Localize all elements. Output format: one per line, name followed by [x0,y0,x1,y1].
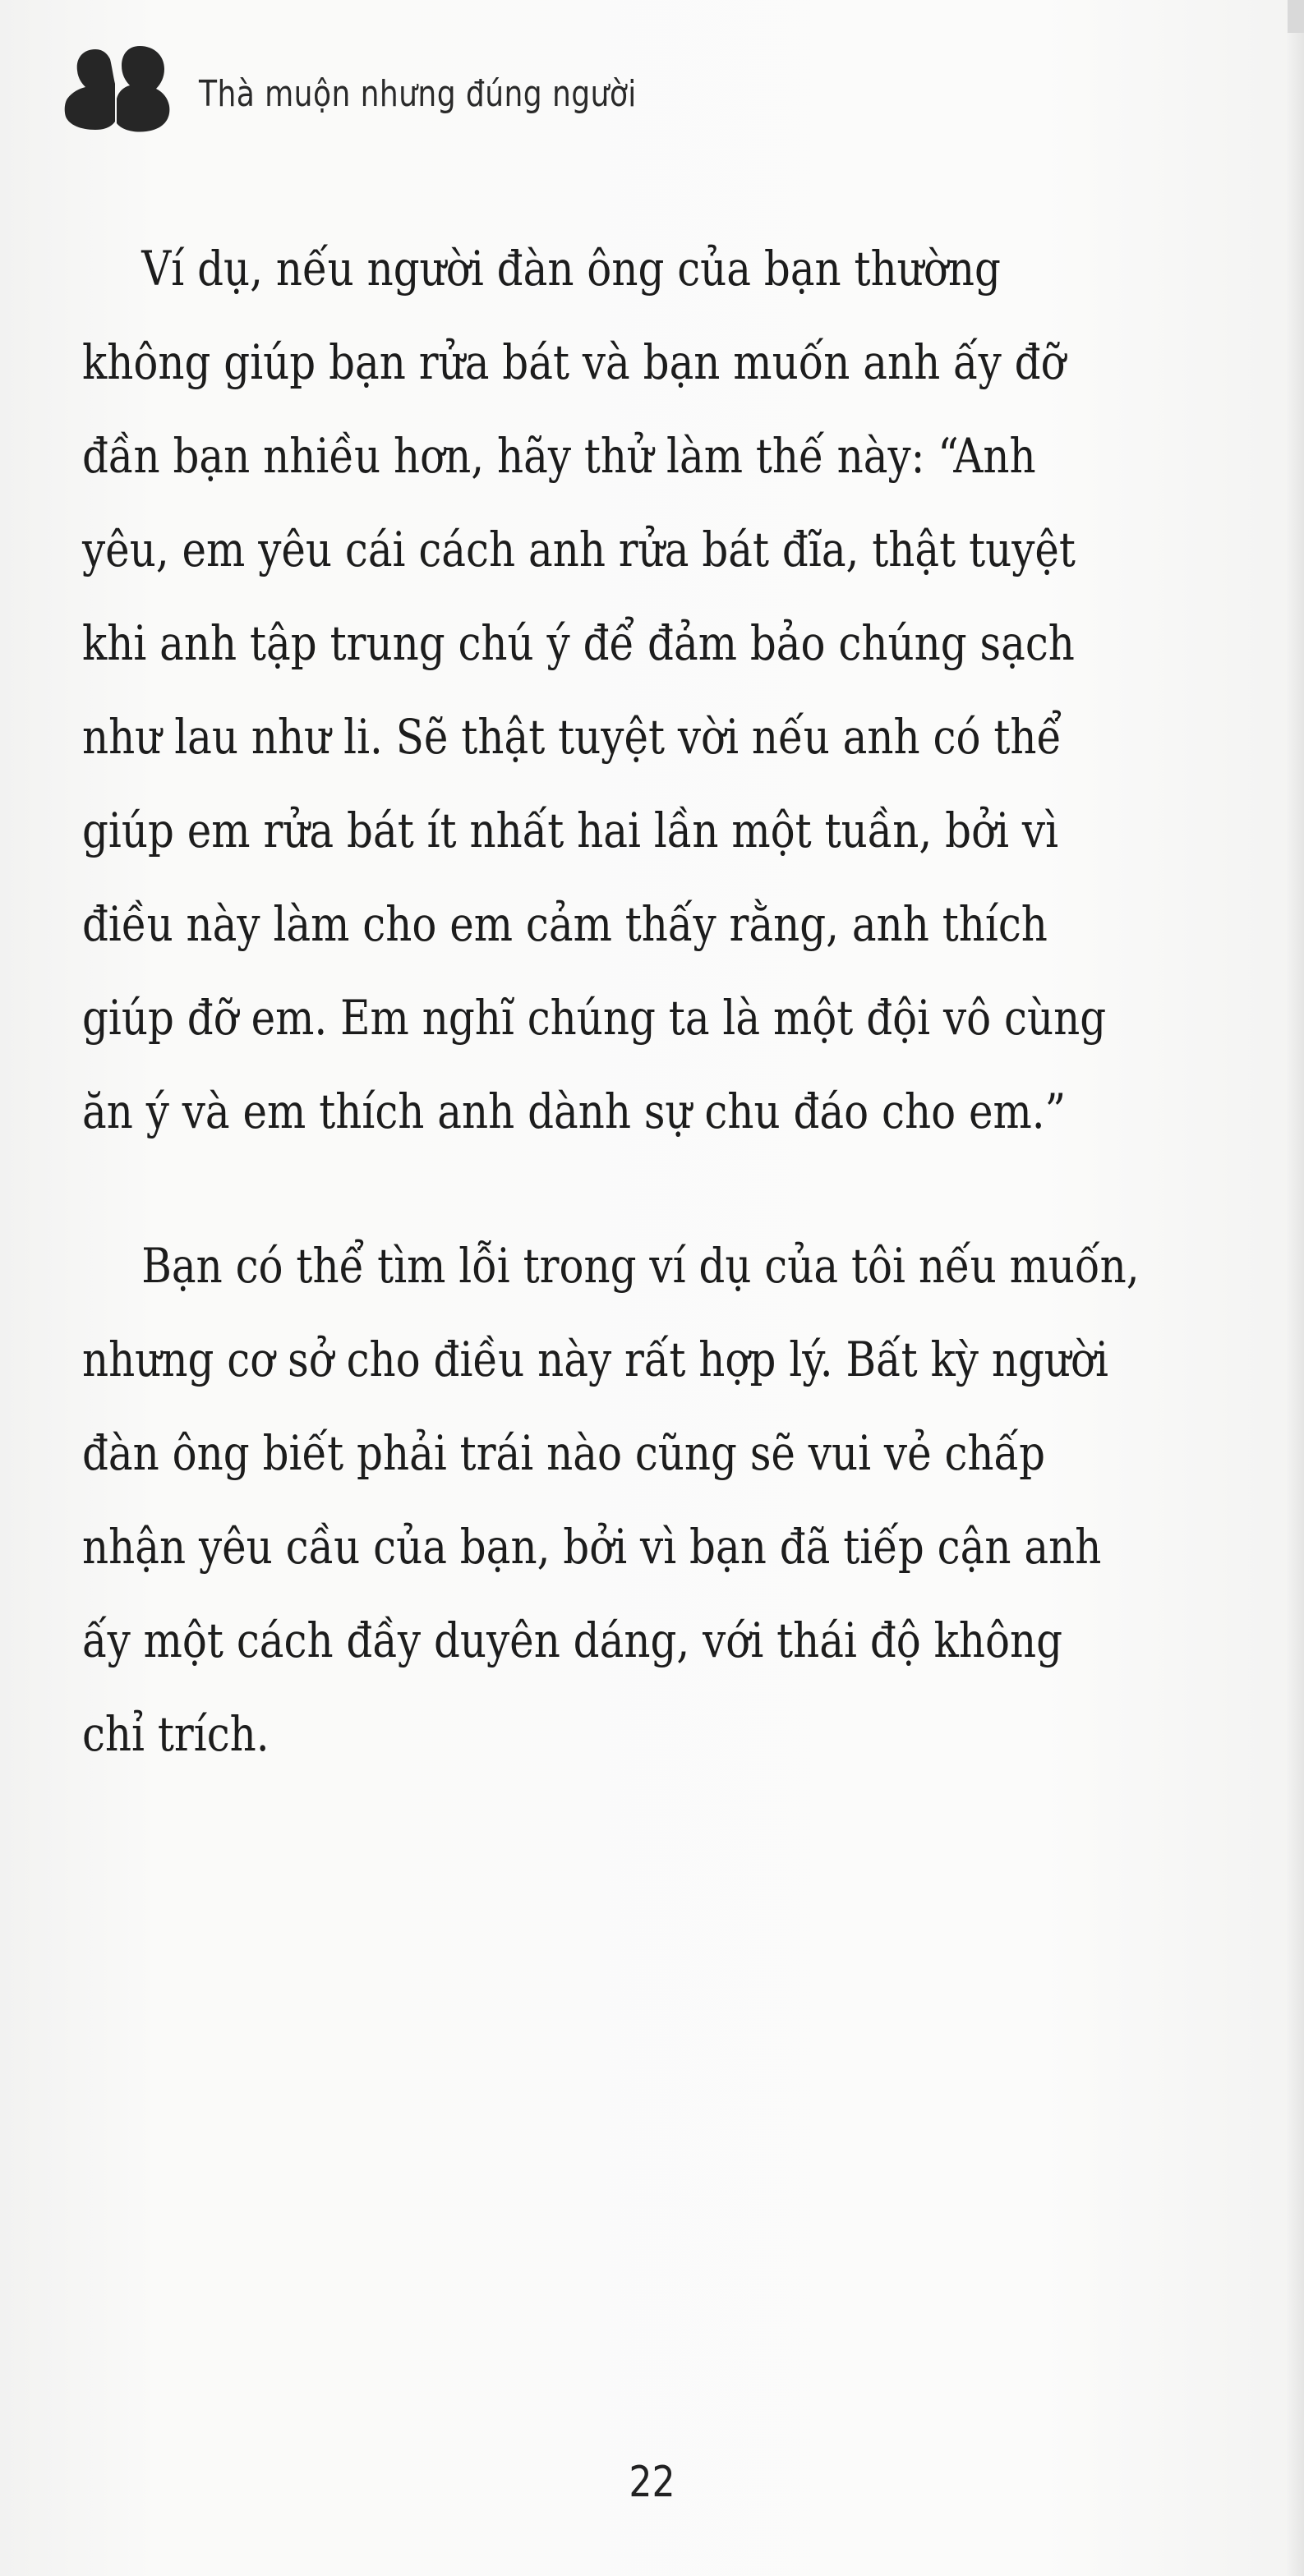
text-line: đần bạn nhiều hơn, hãy thử làm thế này: “Anh [82,428,1036,484]
text-line: yêu, em yêu cái cách anh rửa bát đĩa, thật tuyệt [82,522,1076,577]
text-line: ấy một cách đầy duyên dáng, với thái độ không [82,1612,1063,1668]
page-corner [1288,0,1304,33]
text-line: Bạn có thể tìm lỗi trong ví dụ của tôi nếu muốn, [141,1238,1140,1294]
text-line: nhưng cơ sở cho điều này rất hợp lý. Bất kỳ người [82,1332,1109,1387]
page-header [64,33,733,148]
page-edge-shadow [1286,0,1304,2576]
text-line: nhận yêu cầu của bạn, bởi vì bạn đã tiếp cận anh [82,1519,1102,1575]
text-line: không giúp bạn rửa bát và bạn muốn anh ấy đỡ [82,334,1066,390]
text-line: giúp em rửa bát ít nhất hai lần một tuần, bởi vì [82,803,1059,858]
text-line: khi anh tập trung chú ý để đảm bảo chúng sạch [82,615,1075,671]
text-line: Ví dụ, nếu người đàn ông của bạn thường [141,241,1001,297]
text-line: ăn ý và em thích anh dành sự chu đáo cho em.” [82,1083,1067,1139]
text-line: điều này làm cho em cảm thấy rằng, anh thích [82,896,1048,952]
text-line: đàn ông biết phải trái nào cũng sẽ vui vẻ chấp [82,1425,1046,1481]
paragraph-2 [82,1219,1252,1781]
paragraph-1 [82,222,1252,1158]
text-line: như lau như li. Sẽ thật tuyệt vời nếu anh có thể [82,709,1062,765]
running-title: Thà muộn nhưng đúng người [199,72,637,115]
couple-silhouette-icon [64,41,171,140]
text-line: giúp đỡ em. Em nghĩ chúng ta là một đội vô cùng [82,990,1107,1046]
page-number: 22 [629,2458,675,2507]
text-line: chỉ trích. [82,1706,270,1762]
